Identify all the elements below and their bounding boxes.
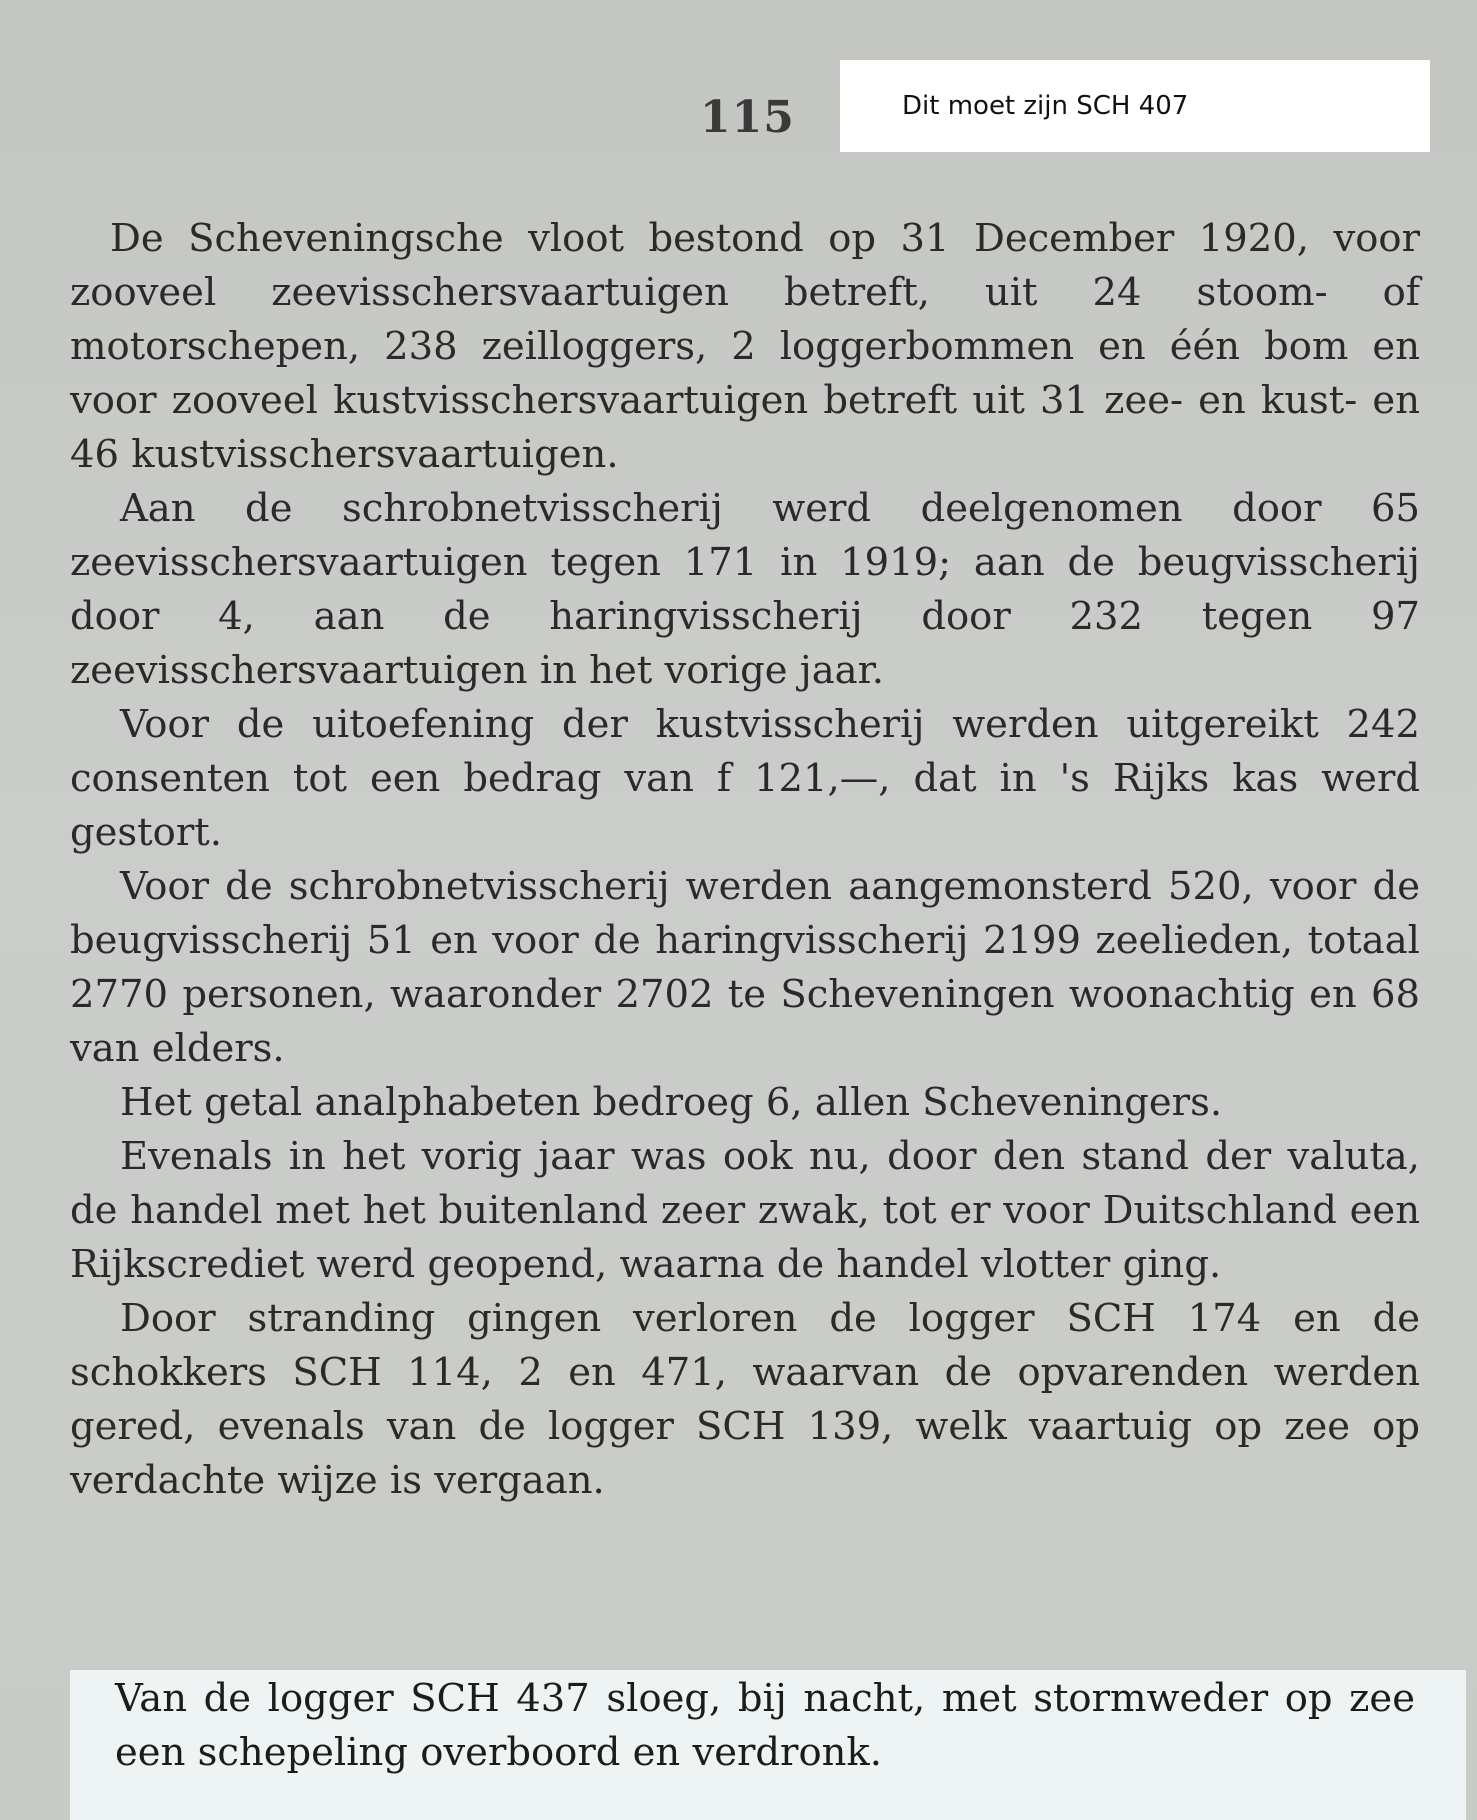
paragraph-coastal-consents: Voor de uitoefening der kustvisscherij werden uitgereikt 242 consenten tot een bedrag van f 121,—, dat in 's Rijks kas werd gestort.: [70, 702, 1420, 855]
page-number: 115: [700, 92, 795, 143]
body-text: [70, 212, 1420, 1508]
correction-note-text: Dit moet zijn SCH 407: [902, 91, 1189, 121]
correction-note: [840, 60, 1430, 152]
paragraph-crew: Voor de schrobnetvisscherij werden aangemonsterd 520, voor de beugvisscherij 51 en voor de haringvisscherij 2199 zeelieden, totaal 2770 personen, waaronder 2702 te Scheveningen woonachtig en 68 van elders.: [70, 864, 1420, 1071]
paragraph-illiterates: Het getal analphabeten bedroeg 6, allen Scheveningers.: [120, 1080, 1223, 1125]
paragraph-trade: Evenals in het vorig jaar was ook nu, door den stand der valuta, de handel met het buitenland zeer zwak, tot er voor Duitschland een Rijkscrediet werd geopend, waarna de handel vlotter ging.: [70, 1134, 1420, 1287]
highlighted-sentence: Van de logger SCH 437 sloeg, bij nacht, met stormweder op zee een schepeling overboord en verdronk.: [115, 1676, 1415, 1775]
paragraph-trawl-fishery: Aan de schrobnetvisscherij werd deelgenomen door 65 zeevisschersvaartuigen tegen 171 in 1919; aan de beugvisscherij door 4, aan de haringvisscherij door 232 tegen 97 zeevisschersvaartuigen in het vorige jaar.: [70, 486, 1420, 693]
paragraph-strandings: Door stranding gingen verloren de logger SCH 174 en de schokkers SCH 114, 2 en 471, waarvan de opvarenden werden gered, evenals van de logger SCH 139, welk vaartuig op zee op verdachte wijze is vergaan.: [70, 1296, 1420, 1503]
paragraph-fleet: De Scheveningsche vloot bestond op 31 December 1920, voor zooveel zeevisschersvaartuigen betreft, uit 24 stoom- of motorschepen, 238 zeilloggers, 2 loggerbommen en één bom en voor zooveel kustvisschersvaartuigen betreft uit 31 zee- en kust- en 46 kustvisschersvaartuigen.: [70, 216, 1420, 477]
